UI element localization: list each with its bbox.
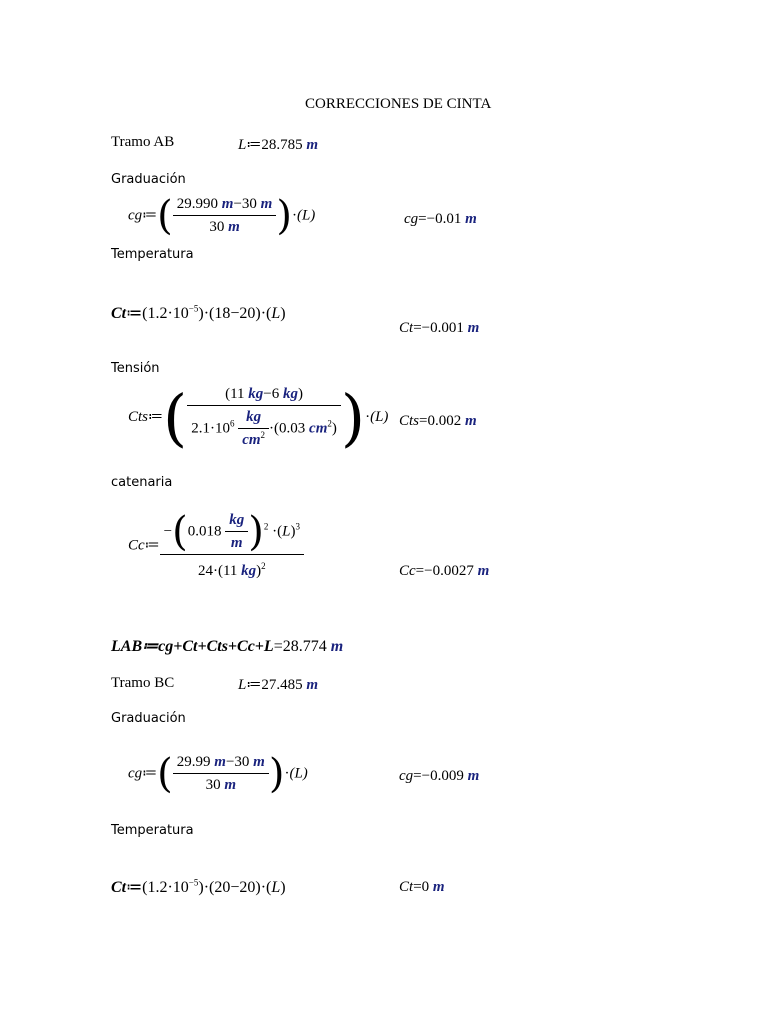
cts-result-ab: Cts=0.002 m: [399, 413, 477, 429]
temperatura-heading-ab: Temperatura: [111, 247, 194, 262]
ct-equation-bc: $Ct≔(1.2\cdot 10^{-5})\cdot(20-20)\cdot(L)$: [111, 877, 286, 896]
cg-result-ab: cg=−0.01 m: [404, 211, 477, 227]
catenaria-heading-ab: catenaria: [111, 475, 173, 490]
ct-result-ab: Ct=−0.001 m: [399, 320, 480, 336]
tramo-ab-length-def: L≔28.785 m: [238, 137, 319, 153]
cc-result-ab: Cc=−0.0027 m: [399, 563, 490, 579]
cg-equation-bc: cg≔( $\frac{29.99 m-30 m}{30 m}$ )·(L): [128, 751, 308, 797]
ct-result-bc: Ct=0 m: [399, 879, 445, 895]
cg-equation-ab: cg≔( $\frac{29.990 m-30 m}{30 m}$ )·(L): [128, 193, 316, 239]
ct-equation-ab: $Ct≔(1.2\cdot 10^{-5})\cdot(18-20)\cdot(L)$: [111, 303, 286, 322]
lab-total: LAB≔cg+Ct+Cts+Cc+L=28.774 m: [111, 638, 344, 655]
page-title: CORRECCIONES DE CINTA: [305, 96, 492, 112]
tramo-bc-length-def: L≔27.485 m: [238, 677, 319, 693]
tramo-ab-label: Tramo AB: [111, 134, 175, 150]
cc-equation-ab: Cc≔ −(0.018 $\frac{kg}{m}$ )$^2 \cdot(L)^3$ 24·(11 kg)$^2$: [128, 512, 304, 580]
graduacion-heading-bc: Graduación: [111, 711, 186, 726]
graduacion-heading-ab: Graduación: [111, 172, 186, 187]
temperatura-heading-bc: Temperatura: [111, 823, 194, 838]
cts-equation-ab: Cts≔( (11 kg−6 kg) $2.1\cdot 10^6$ $\frac{kg}{cm^2}$ ·(0.03 $cm^2$) )·(L): [128, 380, 389, 454]
cg-result-bc: cg=−0.009 m: [399, 768, 480, 784]
tramo-bc-label: Tramo BC: [111, 675, 175, 691]
tension-heading-ab: Tensión: [111, 361, 160, 376]
